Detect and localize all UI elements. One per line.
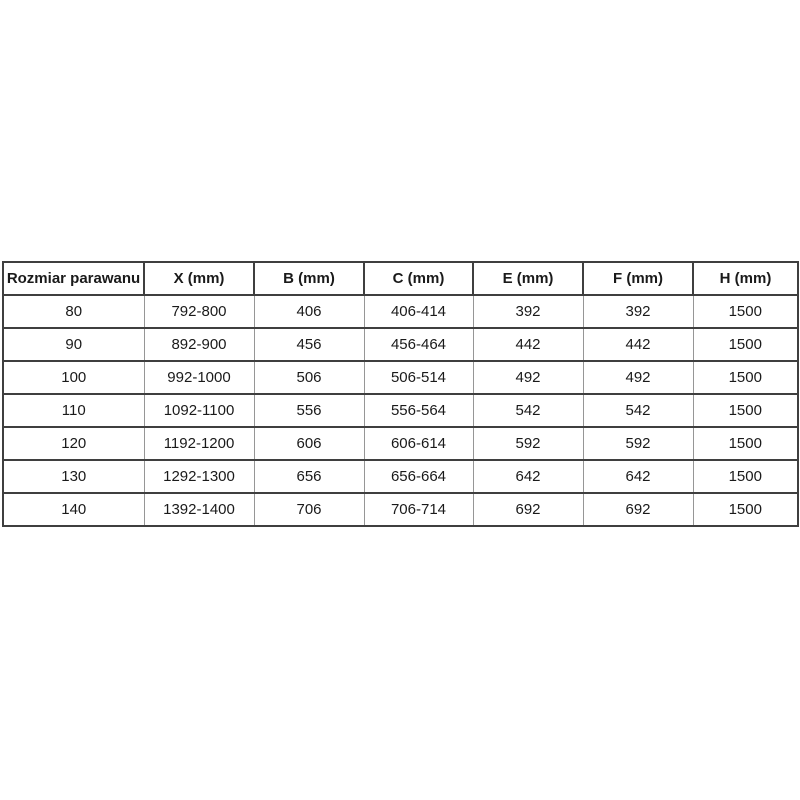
cell-b: 706 [254, 493, 364, 526]
size-table [2, 261, 799, 527]
cell-c: 656-664 [364, 460, 473, 493]
cell-x: 1292-1300 [144, 460, 254, 493]
header-row [3, 262, 798, 295]
cell-f: 592 [583, 427, 693, 460]
cell-h: 1500 [693, 295, 798, 328]
table-row-80 [3, 295, 798, 328]
table-row-100 [3, 361, 798, 394]
cell-h: 1500 [693, 427, 798, 460]
cell-f: 442 [583, 328, 693, 361]
cell-e: 392 [473, 295, 583, 328]
cell-c: 606-614 [364, 427, 473, 460]
cell-size: 120 [3, 427, 144, 460]
cell-b: 556 [254, 394, 364, 427]
cell-h: 1500 [693, 394, 798, 427]
column-header-b-mm: B (mm) [254, 262, 364, 295]
column-header-c-mm: C (mm) [364, 262, 473, 295]
column-header-rozmiar-parawanu: Rozmiar parawanu [3, 262, 144, 295]
column-header-x-mm: X (mm) [144, 262, 254, 295]
cell-h: 1500 [693, 361, 798, 394]
cell-b: 656 [254, 460, 364, 493]
column-header-h-mm: H (mm) [693, 262, 798, 295]
cell-e: 542 [473, 394, 583, 427]
cell-e: 642 [473, 460, 583, 493]
cell-b: 506 [254, 361, 364, 394]
cell-size: 90 [3, 328, 144, 361]
table-row-120 [3, 427, 798, 460]
cell-c: 506-514 [364, 361, 473, 394]
cell-f: 692 [583, 493, 693, 526]
cell-h: 1500 [693, 493, 798, 526]
cell-size: 130 [3, 460, 144, 493]
cell-size: 100 [3, 361, 144, 394]
cell-size: 110 [3, 394, 144, 427]
cell-e: 442 [473, 328, 583, 361]
cell-e: 592 [473, 427, 583, 460]
cell-h: 1500 [693, 460, 798, 493]
cell-size: 80 [3, 295, 144, 328]
cell-c: 406-414 [364, 295, 473, 328]
cell-e: 492 [473, 361, 583, 394]
cell-x: 892-900 [144, 328, 254, 361]
cell-c: 456-464 [364, 328, 473, 361]
cell-b: 606 [254, 427, 364, 460]
cell-c: 706-714 [364, 493, 473, 526]
cell-c: 556-564 [364, 394, 473, 427]
cell-f: 392 [583, 295, 693, 328]
column-header-f-mm: F (mm) [583, 262, 693, 295]
cell-size: 140 [3, 493, 144, 526]
cell-x: 1392-1400 [144, 493, 254, 526]
cell-x: 792-800 [144, 295, 254, 328]
table-row-90 [3, 328, 798, 361]
cell-f: 642 [583, 460, 693, 493]
column-header-e-mm: E (mm) [473, 262, 583, 295]
size-table-wrapper [2, 261, 797, 527]
cell-x: 992-1000 [144, 361, 254, 394]
table-row-140 [3, 493, 798, 526]
cell-b: 406 [254, 295, 364, 328]
cell-f: 542 [583, 394, 693, 427]
cell-f: 492 [583, 361, 693, 394]
table-row-110 [3, 394, 798, 427]
cell-x: 1092-1100 [144, 394, 254, 427]
cell-h: 1500 [693, 328, 798, 361]
cell-x: 1192-1200 [144, 427, 254, 460]
cell-e: 692 [473, 493, 583, 526]
cell-b: 456 [254, 328, 364, 361]
table-row-130 [3, 460, 798, 493]
